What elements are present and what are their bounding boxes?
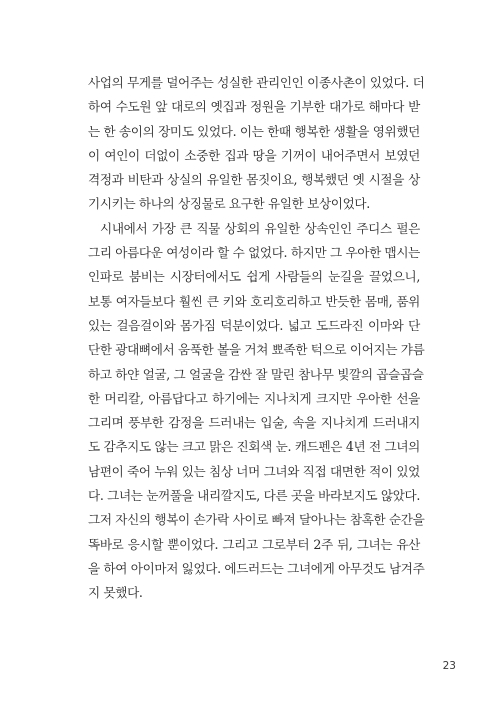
text-line: 하고 하얀 얼굴, 그 얼굴을 감싼 잘 말린 참나무 빛깔의 곱슬곱슬 [88, 366, 424, 382]
text-line: 을 하여 아이마저 잃었다. 에드러드는 그녀에게 아무것도 남겨주 [88, 560, 425, 576]
text-line: 기시키는 하나의 상징물로 요구한 유일한 보상이었다. [88, 196, 370, 212]
text-line: 는 한 송이의 장미도 있었다. 이는 한때 행복한 생활을 영위했던 [88, 123, 420, 139]
text-line: 있는 걸음걸이와 몸가짐 덕분이었다. 넓고 도드라진 이마와 단 [88, 317, 420, 333]
paragraph-start-line: 시내에서 가장 큰 직물 상회의 유일한 상속인인 주디스 펄은 [100, 220, 420, 236]
text-line: 보통 여자들보다 훨씬 큰 키와 호리호리하고 반듯한 몸매, 품위 [88, 293, 420, 309]
text-line: 그리며 풍부한 감정을 드러내는 입술, 속을 지나치게 드러내지 [88, 415, 420, 431]
text-line: 인파로 붐비는 시장터에서도 쉽게 사람들의 눈길을 끌었으니, [88, 269, 420, 285]
text-line: 한 머리칼, 아름답다고 하기에는 지나치게 크지만 우아한 선을 [88, 390, 420, 406]
text-line: 그저 자신의 행복이 손가락 사이로 빠져 달아나는 참혹한 순간을 [88, 512, 425, 528]
text-line: 하여 수도원 앞 대로의 옛집과 정원을 기부한 대가로 해마다 받 [88, 99, 420, 115]
text-line: 지 못했다. [88, 585, 143, 601]
body-text [88, 71, 425, 606]
page-number: 23 [442, 660, 456, 672]
text-line: 남편이 죽어 누워 있는 침상 너머 그녀와 직접 대면한 적이 있었 [88, 463, 420, 479]
text-line: 그리 아름다운 여성이라 할 수 없었다. 하지만 그 우아한 맵시는 [88, 245, 420, 261]
text-line: 이 여인이 더없이 소중한 집과 땅을 기꺼이 내어주면서 보였던 [88, 147, 420, 163]
text-line: 단한 광대뼈에서 움푹한 볼을 거쳐 뾰족한 턱으로 이어지는 갸름 [88, 342, 425, 358]
text-line: 똑바로 응시할 뿐이었다. 그리고 그로부터 2주 뒤, 그녀는 유산 [88, 536, 420, 552]
text-line: 다. 그녀는 눈꺼풀을 내리깔지도, 다른 곳을 바라보지도 않았다. [88, 488, 420, 504]
text-line: 격정과 비탄과 상실의 유일한 몸짓이요, 행복했던 옛 시절을 상 [88, 172, 420, 188]
text-line: 사업의 무게를 덜어주는 성실한 관리인인 이종사촌이 있었다. 더 [88, 75, 425, 90]
text-line: 도 감추지도 않는 크고 맑은 진회색 눈. 캐드펜은 4년 전 그녀의 [88, 439, 420, 455]
